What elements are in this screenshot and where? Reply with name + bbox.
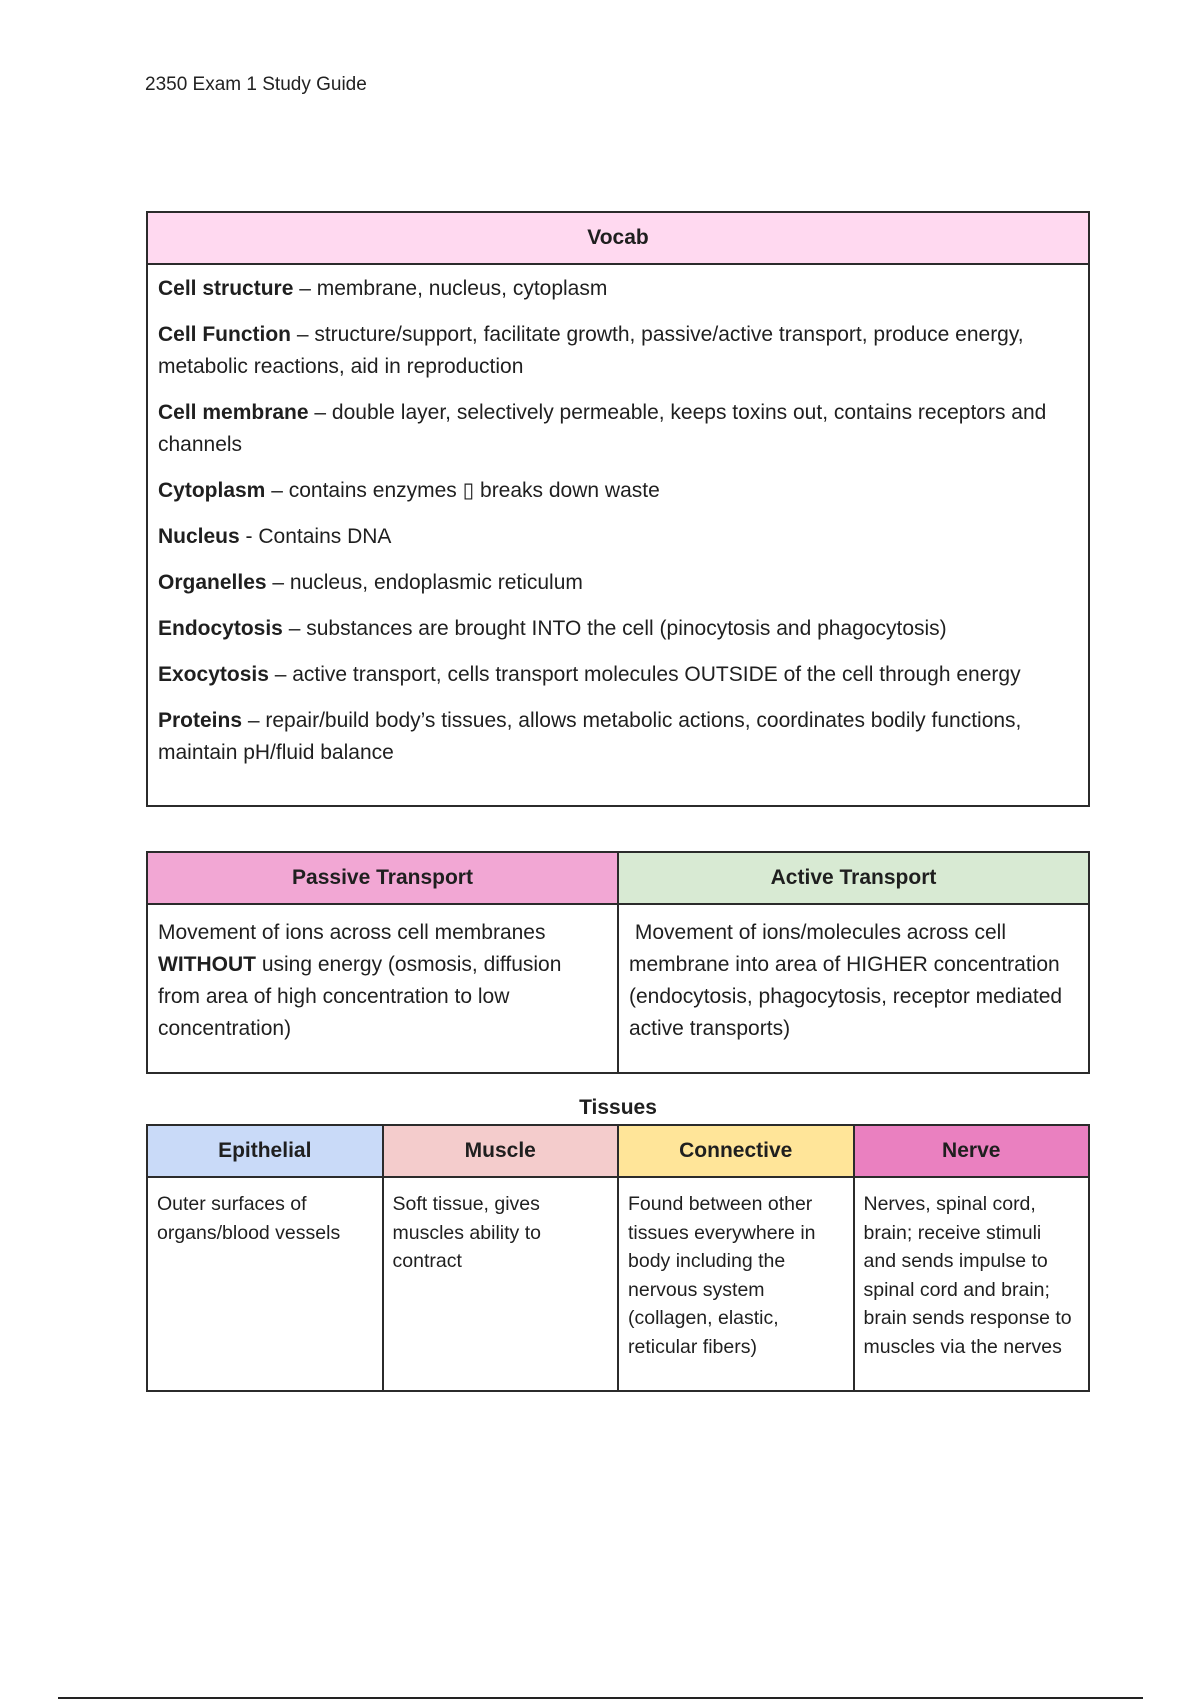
tissue-heading-nerve: Nerve bbox=[854, 1125, 1090, 1177]
vocab-term: Cell Function bbox=[158, 323, 291, 346]
tissue-cell-connective: Found between other tissues everywhere in body including the nervous system (collagen, elastic, reticular fibers) bbox=[618, 1177, 854, 1391]
vocab-entry bbox=[158, 475, 1078, 507]
tissues-title: Tissues bbox=[579, 1096, 657, 1119]
vocab-term: Exocytosis bbox=[158, 663, 269, 686]
vocab-heading: Vocab bbox=[147, 212, 1089, 264]
page-title: 2350 Exam 1 Study Guide bbox=[145, 74, 367, 95]
passive-text-before: Movement of ions across cell membranes bbox=[158, 921, 546, 944]
vocab-definition: – nucleus, endoplasmic reticulum bbox=[266, 571, 583, 594]
vocab-definition: – contains enzymes ▯ breaks down waste bbox=[265, 479, 660, 502]
passive-text-after: using energy (osmosis, diffusion from area of high concentration to low concentration) bbox=[158, 953, 562, 1040]
passive-transport-cell bbox=[147, 904, 618, 1073]
tissue-cell-nerve: Nerves, spinal cord, brain; receive stimuli and sends impulse to spinal cord and brain; brain sends response to muscles via the nerves bbox=[854, 1177, 1090, 1391]
vocab-definition: - Contains DNA bbox=[239, 525, 392, 548]
vocab-term: Cell structure bbox=[158, 277, 294, 300]
tissue-heading-connective: Connective bbox=[618, 1125, 854, 1177]
vocab-entry bbox=[158, 613, 1078, 645]
vocab-table bbox=[146, 211, 1090, 807]
vocab-entry bbox=[158, 319, 1078, 383]
vocab-term: Proteins bbox=[158, 709, 243, 732]
vocab-definition: – membrane, nucleus, cytoplasm bbox=[293, 277, 608, 300]
active-transport-heading: Active Transport bbox=[618, 852, 1089, 904]
transport-table bbox=[146, 851, 1090, 1074]
vocab-entry bbox=[158, 659, 1078, 691]
vocab-entry bbox=[158, 273, 1078, 305]
vocab-entry bbox=[158, 397, 1078, 461]
footer-rule bbox=[58, 1697, 1143, 1699]
vocab-definition: – active transport, cells transport molecules OUTSIDE of the cell through energy bbox=[268, 663, 1021, 686]
tissue-cell-epithelial: Outer surfaces of organs/blood vessels bbox=[147, 1177, 383, 1391]
vocab-entry bbox=[158, 705, 1078, 769]
passive-transport-heading: Passive Transport bbox=[147, 852, 618, 904]
vocab-term: Cell membrane bbox=[158, 401, 309, 424]
vocab-definition: – double layer, selectively permeable, keeps toxins out, contains receptors and channels bbox=[158, 401, 1047, 456]
vocab-term: Cytoplasm bbox=[158, 479, 266, 502]
tissue-cell-muscle: Soft tissue, gives muscles ability to contract bbox=[383, 1177, 619, 1391]
vocab-definition: – repair/build body’s tissues, allows metabolic actions, coordinates bodily functions, maintain pH/fluid balance bbox=[158, 709, 1022, 764]
tissue-heading-muscle: Muscle bbox=[383, 1125, 619, 1177]
active-text: Movement of ions/molecules across cell membrane into area of HIGHER concentration (endocytosis, phagocytosis, receptor mediated active transports) bbox=[629, 921, 1068, 1040]
vocab-definition: – structure/support, facilitate growth, passive/active transport, produce energy, metabolic reactions, aid in reproduction bbox=[158, 323, 1024, 378]
vocab-term: Nucleus bbox=[158, 525, 240, 548]
vocab-term: Organelles bbox=[158, 571, 267, 594]
vocab-body bbox=[147, 264, 1089, 806]
tissues-table bbox=[146, 1124, 1090, 1392]
vocab-term: Endocytosis bbox=[158, 617, 283, 640]
passive-emphasis: WITHOUT bbox=[158, 953, 256, 976]
active-transport-cell bbox=[618, 904, 1089, 1073]
vocab-definition: – substances are brought INTO the cell (pinocytosis and phagocytosis) bbox=[282, 617, 947, 640]
tissue-heading-epithelial: Epithelial bbox=[147, 1125, 383, 1177]
vocab-entry bbox=[158, 521, 1078, 553]
vocab-entry bbox=[158, 567, 1078, 599]
